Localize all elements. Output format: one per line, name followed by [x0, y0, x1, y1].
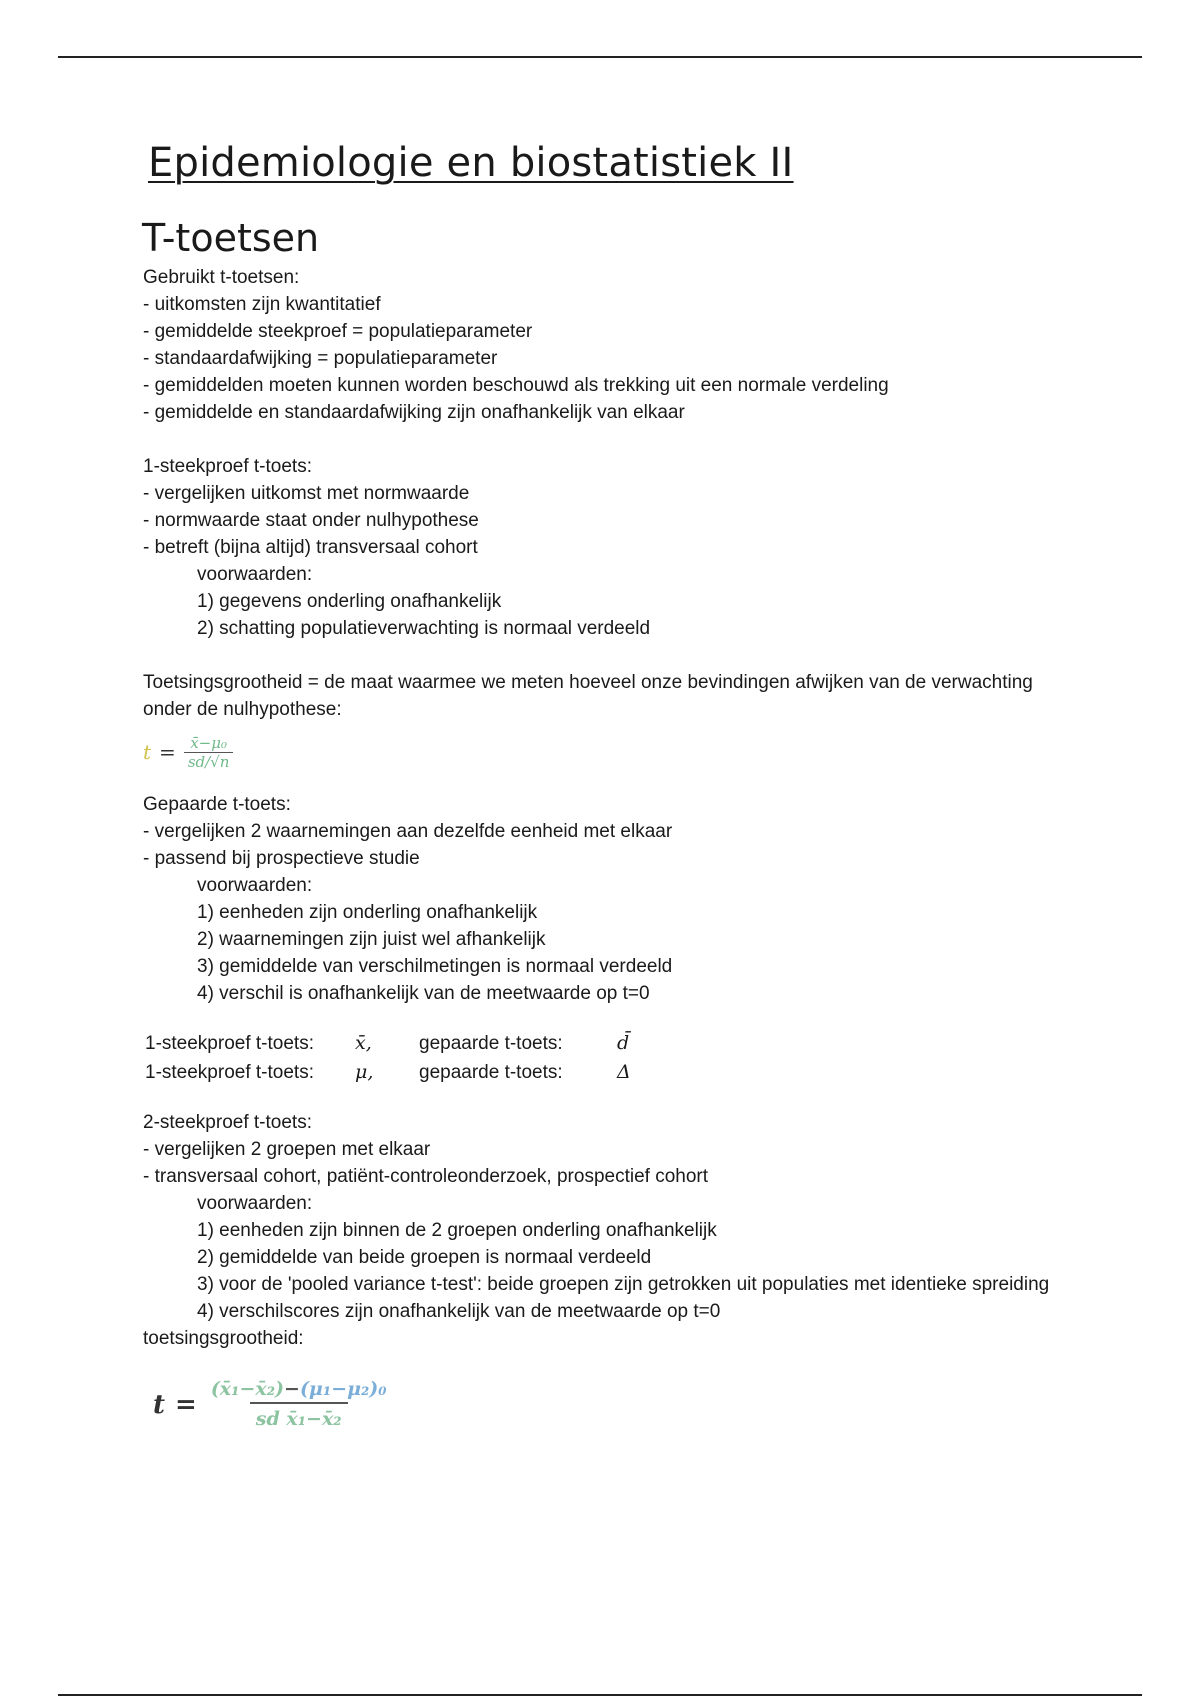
- condition-item: 2) waarnemingen zijn juist wel afhankelijk: [197, 929, 546, 950]
- condition-item: 2) gemiddelde van beide groepen is normaal verdeeld: [197, 1247, 652, 1268]
- spacer: [143, 642, 1073, 669]
- block5-intro: 2-steekproef t-toets:: [143, 1112, 312, 1133]
- formula-lhs: t: [143, 739, 152, 764]
- condition-item: 3) gemiddelde van verschilmetingen is normaal verdeeld: [197, 956, 673, 977]
- document-title: Epidemiologie en biostatistiek II: [148, 140, 794, 186]
- numerator-sample-diff: (x̄₁−x̄₂): [210, 1378, 285, 1400]
- list-item: - normwaarde staat onder nulhypothese: [143, 510, 479, 531]
- spacer: [143, 783, 1073, 791]
- formula-fraction: [207, 1376, 391, 1434]
- notation-symbol: Δ: [617, 1061, 631, 1083]
- notation-symbol: μ,: [355, 1061, 374, 1083]
- spacer: [143, 1007, 1073, 1027]
- document-body: [143, 264, 1073, 1444]
- list-item: - uitkomsten zijn kwantitatief: [143, 294, 381, 315]
- condition-item: 1) eenheden zijn onderling onafhankelijk: [197, 902, 538, 923]
- notation-symbol: d̄: [617, 1032, 630, 1054]
- condition-item: 4) verschil is onafhankelijk van de meetwaarde op t=0: [197, 983, 650, 1004]
- list-item: - vergelijken 2 groepen met elkaar: [143, 1139, 431, 1160]
- notation-label: gepaarde t-toets:: [419, 1033, 563, 1054]
- condition-item: 2) schatting populatieverwachting is normaal verdeeld: [197, 618, 651, 639]
- formula-fraction: [184, 734, 234, 771]
- conditions-label: voorwaarden:: [197, 1193, 313, 1214]
- spacer: [143, 1087, 1073, 1109]
- one-sample-formula: [143, 725, 1073, 779]
- formula-lhs: t: [153, 1389, 166, 1420]
- notation-table: [145, 1029, 631, 1087]
- top-rule: [58, 56, 1142, 58]
- numerator-population-diff: (μ₁−μ₂)₀: [299, 1378, 387, 1400]
- table-row: [145, 1029, 631, 1058]
- condition-item: 4) verschilscores zijn onafhankelijk van de meetwaarde op t=0: [197, 1301, 721, 1322]
- notation-label: gepaarde t-toets:: [419, 1062, 563, 1083]
- formula-denominator: sd/√n: [184, 752, 234, 771]
- formula-numerator: x̄−μ₀: [190, 733, 227, 752]
- list-item: - betreft (bijna altijd) transversaal cohort: [143, 537, 478, 558]
- list-item: - vergelijken 2 waarnemingen aan dezelfde eenheid met elkaar: [143, 821, 673, 842]
- list-item: - standaardafwijking = populatieparameter: [143, 348, 498, 369]
- list-item: - gemiddelde en standaardafwijking zijn onafhankelijk van elkaar: [143, 402, 685, 423]
- block4-intro: Gepaarde t-toets:: [143, 794, 291, 815]
- bottom-rule: [58, 1694, 1142, 1696]
- notation-label: 1-steekproef t-toets:: [145, 1062, 314, 1083]
- list-item: - passend bij prospectieve studie: [143, 848, 420, 869]
- condition-item: 1) eenheden zijn binnen de 2 groepen onderling onafhankelijk: [197, 1220, 717, 1241]
- spacer: [143, 426, 1073, 453]
- notation-label: 1-steekproef t-toets:: [145, 1033, 314, 1054]
- numerator-minus: −: [284, 1378, 300, 1400]
- statistic-definition: Toetsingsgrootheid = de maat waarmee we meten hoeveel onze bevindingen afwijken van de verwachting onder de nulhypothese:: [143, 672, 1039, 720]
- notation-symbol: x̄,: [355, 1032, 372, 1054]
- condition-item: 1) gegevens onderling onafhankelijk: [197, 591, 502, 612]
- list-item: - transversaal cohort, patiënt-controleonderzoek, prospectief cohort: [143, 1166, 709, 1187]
- formula-numerator: [207, 1376, 391, 1402]
- block2-intro: 1-steekproef t-toets:: [143, 456, 312, 477]
- formula-equals: =: [175, 1389, 197, 1420]
- table-row: [145, 1058, 631, 1087]
- block1-intro: Gebruikt t-toetsen:: [143, 267, 300, 288]
- list-item: - gemiddelden moeten kunnen worden beschouwd als trekking uit een normale verdeling: [143, 375, 889, 396]
- conditions-label: voorwaarden:: [197, 875, 313, 896]
- conditions-label: voorwaarden:: [197, 564, 313, 585]
- two-sample-formula: [153, 1366, 1073, 1444]
- formula-equals: =: [159, 739, 176, 764]
- statistic-label: toetsingsgrootheid:: [143, 1328, 304, 1349]
- condition-item: 3) voor de 'pooled variance t-test': beide groepen zijn getrokken uit populaties met identieke spreiding: [197, 1274, 1050, 1295]
- list-item: - vergelijken uitkomst met normwaarde: [143, 483, 470, 504]
- formula-denominator: sd x̄₁−x̄₂: [250, 1402, 348, 1434]
- list-item: - gemiddelde steekproef = populatieparameter: [143, 321, 533, 342]
- section-heading: T-toetsen: [142, 216, 320, 260]
